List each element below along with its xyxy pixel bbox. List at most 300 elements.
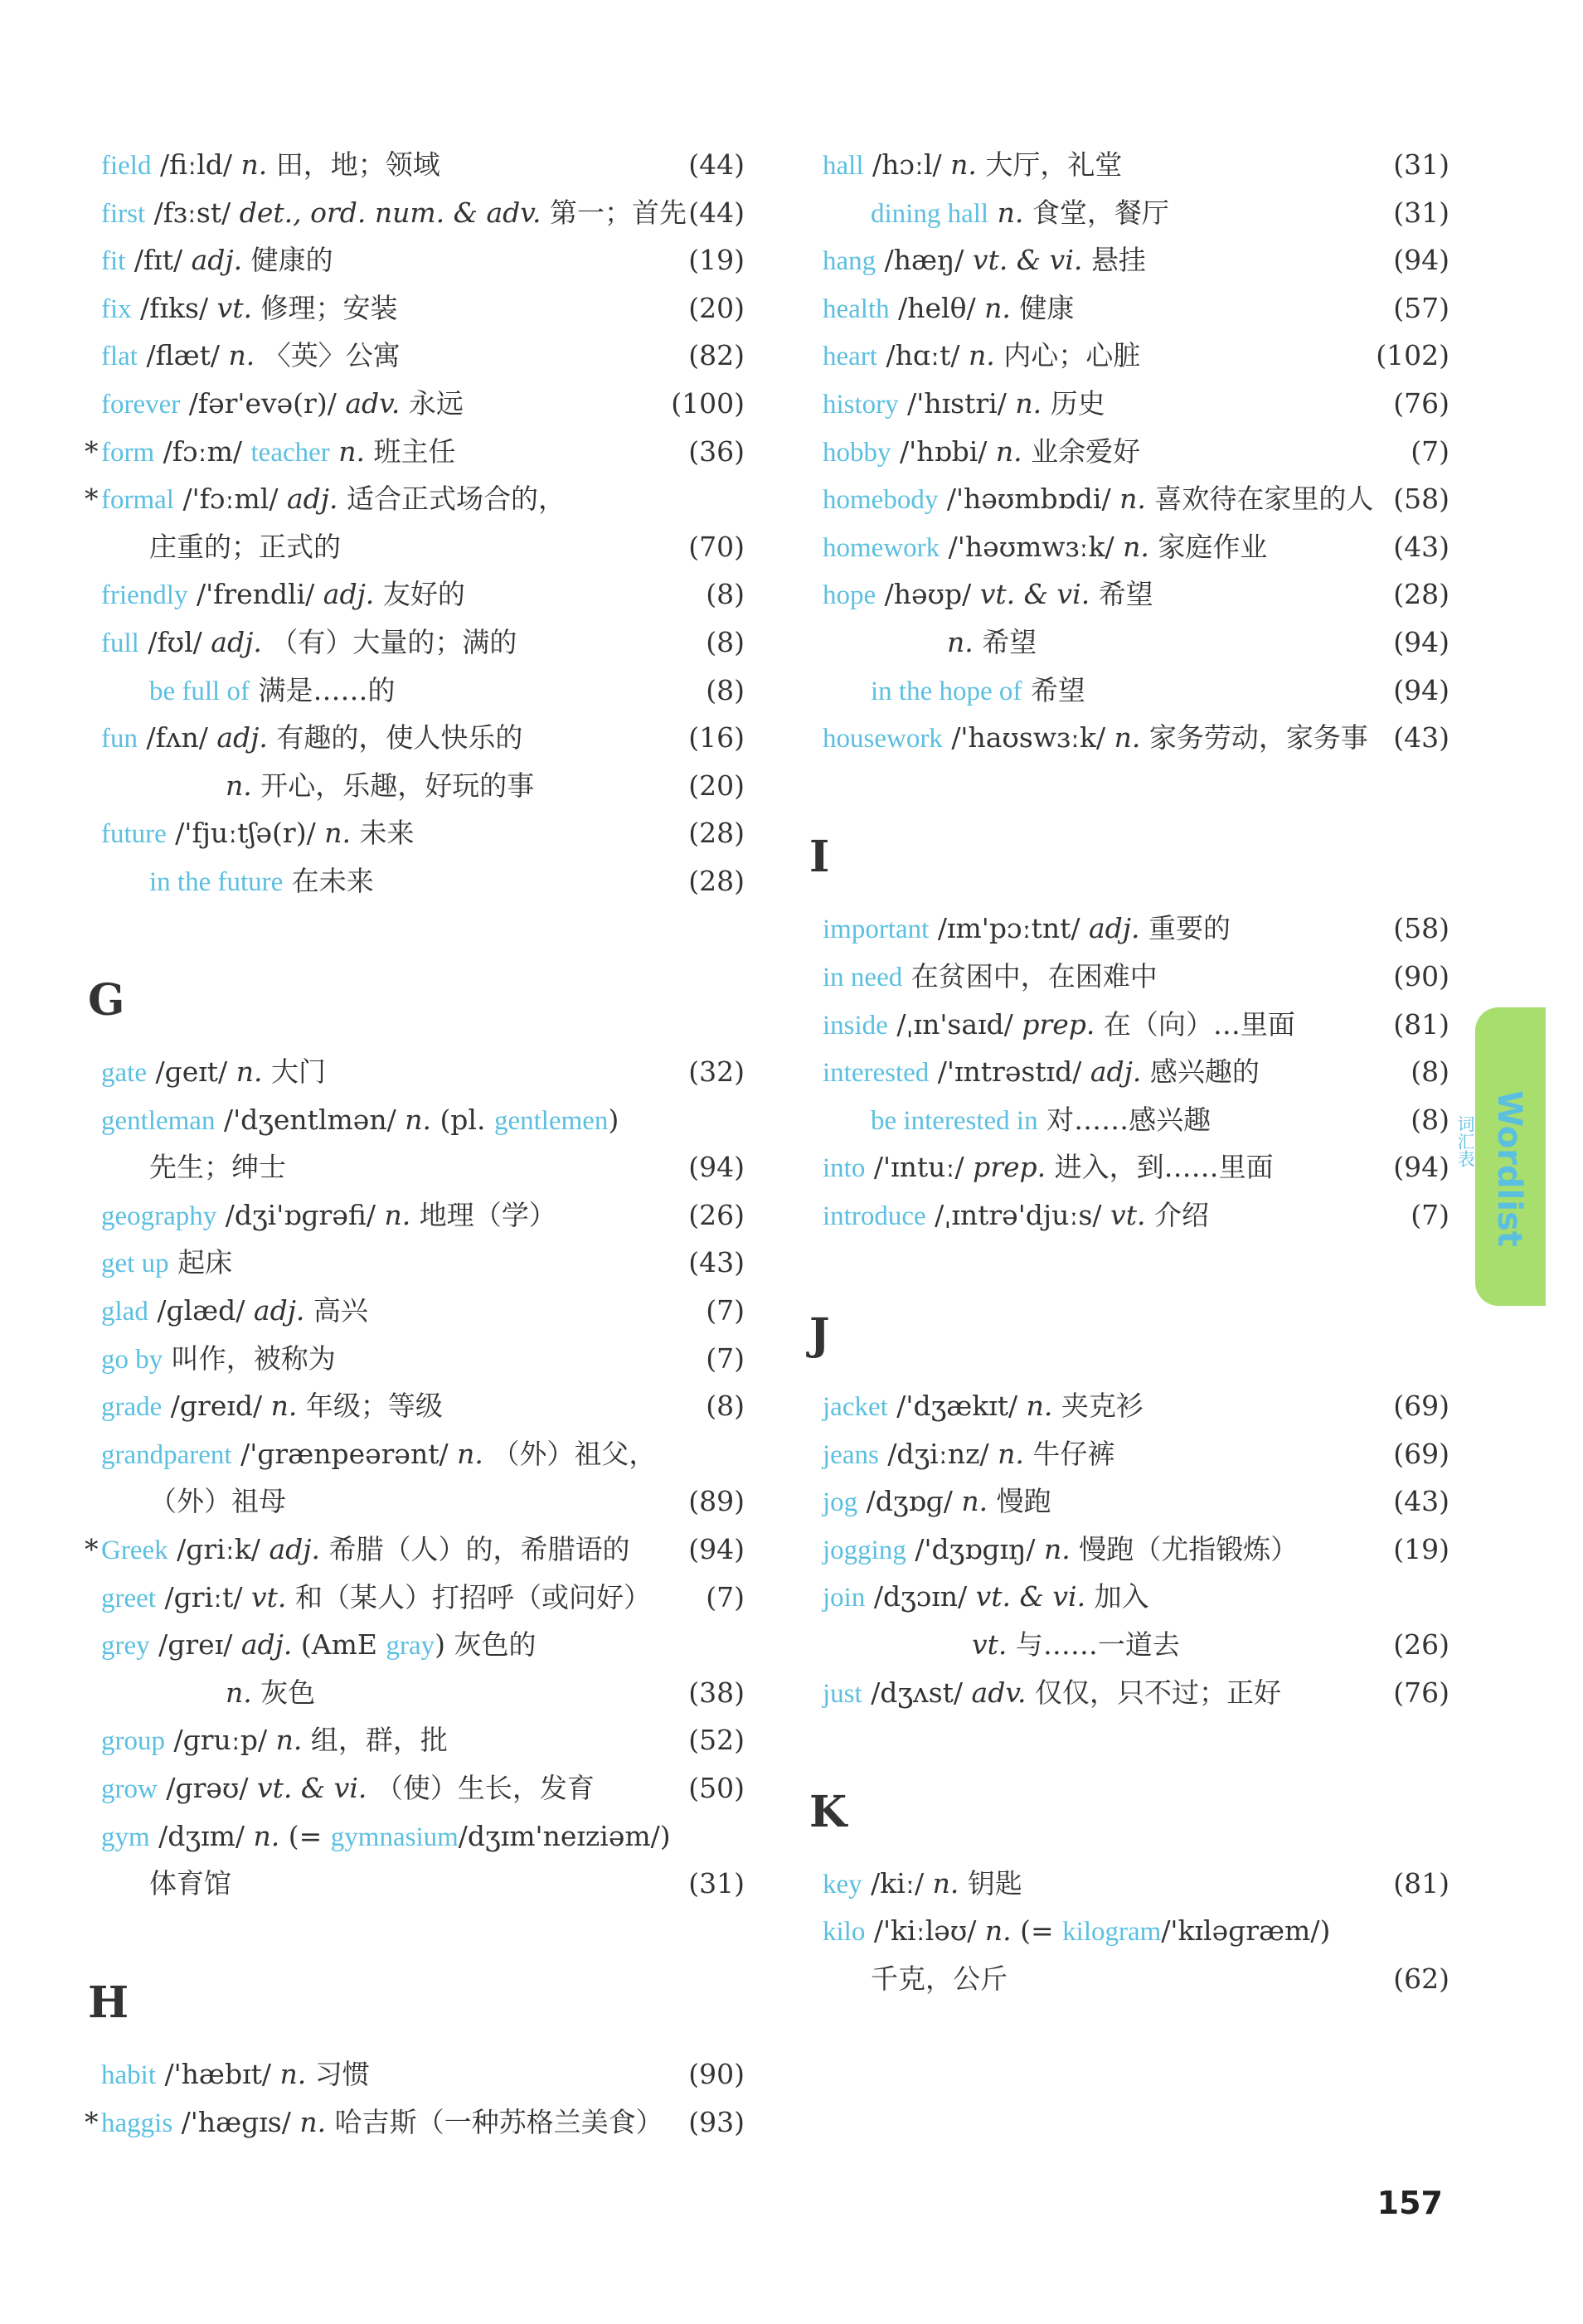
entry-headword: field [101, 151, 152, 181]
entry-definition: 永远 [408, 386, 464, 420]
entry-definition: 对……感兴趣 [1046, 1103, 1212, 1136]
entry-unit-number: (70) [688, 530, 745, 563]
entry-phonetic: /həʊp/ [884, 578, 972, 611]
entry-star-marker: * [85, 1533, 99, 1566]
wordlist-entry [85, 1716, 745, 1764]
wordlist-entry [806, 953, 1449, 1001]
entry-part-of-speech: n. [270, 1390, 298, 1423]
entry-headword: inside [823, 1010, 888, 1041]
entry-headword: form [101, 437, 155, 468]
entry-unit-number: (26) [1393, 1628, 1449, 1662]
entry-part-of-speech: n. [950, 148, 977, 181]
entry-body [149, 523, 341, 571]
entry-phonetic: /'frendli/ [196, 578, 315, 611]
entry-part-of-speech: n. [997, 196, 1024, 229]
entry-body [823, 1573, 1149, 1623]
entry-phonetic: /ˌɪn'saɪd/ [896, 1007, 1013, 1041]
entry-definition: 钥匙 [967, 1866, 1022, 1899]
entry-variant-headword: gymnasium [330, 1822, 459, 1852]
entry-part-of-speech: vt. & vi. [979, 578, 1090, 611]
entry-definition: 健康的 [250, 244, 333, 277]
entry-definition: 大门 [270, 1055, 326, 1089]
wordlist-entry [806, 570, 1449, 619]
entry-headword: important [823, 915, 930, 945]
entry-headword: gym [101, 1822, 150, 1852]
entry-headword: group [101, 1726, 165, 1757]
entry-phonetic: /'fɔːml/ [182, 483, 279, 516]
entry-definition: 进入，到……里面 [1054, 1151, 1274, 1184]
entry-phonetic: /ɡriːk/ [177, 1533, 260, 1566]
entry-phonetic: /dʒɔɪn/ [873, 1580, 968, 1613]
entry-body [823, 905, 1231, 954]
entry-phrase: be full of [149, 676, 250, 706]
entry-definition: 希望 [1098, 578, 1153, 611]
wordlist-entry [85, 141, 745, 189]
entry-part-of-speech: n. [998, 1437, 1024, 1470]
entry-unit-number: (82) [688, 339, 745, 372]
entry-definition: 重要的 [1148, 912, 1231, 945]
entry-headword: glad [101, 1297, 148, 1327]
entry-part-of-speech: vt. [1110, 1198, 1146, 1231]
entry-part-of-speech: n. [1123, 530, 1149, 563]
entry-definition: 希望 [982, 625, 1037, 658]
wordlist-entry [85, 1335, 745, 1383]
entry-unit-number: (102) [1376, 339, 1449, 372]
entry-definition: 灰色 [260, 1676, 316, 1709]
wordlist-entry [85, 1382, 745, 1430]
entry-headword: geography [101, 1201, 217, 1231]
entry-headword: jeans [823, 1439, 879, 1470]
entry-headword: hall [823, 151, 864, 181]
entry-definition: 第一；首先 [550, 196, 687, 229]
entry-unit-number: (31) [688, 1867, 745, 1900]
entry-definition: 家务劳动，家务事 [1148, 721, 1368, 754]
wordlist-entry [85, 189, 745, 237]
entry-definition: 叫作，被称为 [171, 1342, 336, 1375]
wordlist-column-right [806, 141, 1449, 2003]
entry-unit-number: (43) [1393, 1485, 1449, 1518]
entry-headword: Greek [101, 1536, 168, 1566]
entry-unit-number: (8) [706, 625, 745, 658]
entry-body [101, 714, 522, 764]
wordlist-entry [806, 1096, 1449, 1144]
wordlist-entry [806, 1048, 1449, 1096]
entry-headword: friendly [101, 580, 188, 611]
entry-phonetic: /'fjuːtʃə(r)/ [175, 817, 316, 850]
section-letter-heading: K [809, 1786, 847, 1837]
entry-body [101, 1812, 671, 1862]
entry-variant-headword: gray [386, 1631, 435, 1662]
entry-unit-number: (76) [1393, 386, 1449, 420]
entry-part-of-speech: adj. [286, 483, 338, 516]
entry-part-of-speech: adj. [191, 244, 243, 277]
wordlist-entry [85, 332, 745, 380]
entry-definition-tail: ) 灰色的 [435, 1628, 537, 1662]
entry-unit-number: (81) [1393, 1007, 1449, 1041]
entry-body [149, 1143, 286, 1191]
entry-definition-tail: /'kɪləɡræm/) [1161, 1914, 1331, 1948]
entry-unit-number: (19) [688, 244, 745, 277]
entry-part-of-speech: n. [961, 1485, 988, 1518]
entry-phonetic: /fɪks/ [140, 291, 209, 324]
entry-part-of-speech: adj. [1088, 912, 1140, 945]
entry-definition-tail: ) [608, 1103, 619, 1136]
entry-phonetic: /dʒi'ɒɡrəfi/ [225, 1198, 376, 1231]
entry-unit-number: (8) [1411, 1103, 1449, 1136]
entry-unit-number: (43) [1393, 721, 1449, 754]
entry-phonetic: /dʒiːnz/ [887, 1437, 989, 1470]
entry-part-of-speech: vt. & vi. [256, 1772, 367, 1804]
entry-definition: 组，群，批 [310, 1724, 448, 1757]
entry-definition: 喜欢待在家里的人 [1154, 483, 1374, 516]
entry-unit-number: (90) [688, 2058, 745, 2091]
entry-part-of-speech: adj. [269, 1533, 320, 1566]
entry-body [149, 857, 374, 907]
entry-phonetic: /'hæbɪt/ [164, 2058, 272, 2091]
entry-body [101, 332, 401, 381]
entry-unit-number: (28) [688, 817, 745, 850]
entry-body [823, 1477, 1051, 1527]
entry-star-marker: * [85, 2105, 99, 2138]
entry-headword: forever [101, 389, 181, 420]
entry-body [101, 619, 517, 668]
entry-definition: 友好的 [382, 578, 465, 611]
entry-definition: 大厅，礼堂 [985, 148, 1123, 181]
entry-part-of-speech: n. [299, 2105, 327, 2138]
entry-phrase: be interested in [871, 1105, 1038, 1136]
entry-definition-continued: 千克，公斤 [871, 1963, 1008, 1995]
entry-headword: haggis [101, 2108, 173, 2138]
wordlist-entry [85, 619, 745, 667]
entry-phonetic: /fʊl/ [148, 625, 202, 658]
entry-definition: （有）大量的；满的 [270, 625, 517, 658]
entry-body [947, 619, 1037, 667]
entry-phonetic: /fɜːst/ [153, 196, 231, 229]
entry-body [972, 1621, 1180, 1669]
entry-phonetic: /dʒɪm/ [158, 1819, 245, 1852]
entry-headword: key [823, 1869, 862, 1899]
entry-part-of-speech: n. [240, 148, 268, 181]
entry-phonetic: /fər'evə(r)/ [188, 386, 337, 420]
entry-unit-number: (8) [706, 578, 745, 611]
entry-phonetic: /'hɒbi/ [900, 434, 988, 468]
entry-body [226, 1669, 315, 1717]
wordlist-entry [806, 905, 1449, 953]
entry-definition: (pl. [439, 1103, 486, 1136]
wordlist-entry [85, 1526, 745, 1574]
wordlist-entry [806, 714, 1449, 762]
wordlist-entry [806, 1526, 1449, 1574]
entry-phonetic: /ɡrəʊ/ [166, 1772, 249, 1804]
entry-part-of-speech: n. [228, 339, 255, 372]
entry-body [823, 570, 1153, 620]
entry-headword: flat [101, 342, 138, 372]
entry-part-of-speech: adv. [345, 386, 401, 420]
entry-body [101, 570, 465, 620]
entry-body [823, 236, 1146, 286]
entry-star-marker: * [85, 483, 99, 516]
wordlist-entry [806, 1430, 1449, 1478]
entry-body [823, 1907, 1330, 1957]
entry-headword: homebody [823, 485, 939, 516]
entry-part-of-speech: vt. & vi. [972, 244, 1083, 277]
wordlist-tab-label: Wordlist [1490, 1090, 1528, 1247]
entry-headword: heart [823, 342, 877, 372]
section-gap [806, 1239, 1449, 1287]
wordlist-entry [85, 1191, 745, 1240]
entry-part-of-speech: vt. [972, 1628, 1008, 1662]
entry-body [871, 667, 1085, 716]
wordlist-entry [806, 1860, 1449, 1908]
entry-body [101, 1287, 368, 1337]
wordlist-entry [806, 1477, 1449, 1526]
entry-body [101, 189, 687, 239]
wordlist-entry [85, 1669, 745, 1717]
wordlist-entry [806, 523, 1449, 571]
entry-body [823, 1191, 1209, 1241]
entry-phonetic: /hɔːl/ [872, 148, 942, 181]
entry-phonetic: /fʌn/ [146, 721, 208, 754]
entry-headword-part: teacher [250, 437, 330, 468]
entry-definition: 牛仔裤 [1032, 1437, 1115, 1470]
entry-body [149, 667, 395, 716]
entry-body [101, 1096, 619, 1146]
entry-unit-number: (44) [688, 148, 745, 181]
wordlist-column-left [85, 141, 745, 2147]
entry-part-of-speech: adj. [216, 721, 268, 754]
entry-headword: join [823, 1583, 866, 1613]
entry-definition: 仅仅，只不过；正好 [1035, 1676, 1282, 1709]
entry-headword: fit [101, 246, 126, 277]
entry-headword: hobby [823, 437, 891, 468]
wordlist-entry [806, 380, 1449, 428]
entry-part-of-speech: n. [984, 291, 1011, 324]
entry-unit-number: (7) [1411, 1198, 1449, 1231]
entry-headword: housework [823, 724, 943, 754]
entry-definition: 田，地；领域 [275, 148, 440, 181]
entry-body [101, 1430, 656, 1480]
entry-definition-continued: （外）祖母 [149, 1485, 286, 1518]
entry-part-of-speech: n. [324, 817, 351, 850]
entry-phonetic: /dʒɒɡ/ [866, 1485, 953, 1518]
entry-headword: go by [101, 1344, 163, 1375]
entry-part-of-speech: adj. [323, 578, 375, 611]
entry-body [101, 1716, 448, 1766]
entry-body [823, 141, 1122, 191]
wordlist-entry [85, 1621, 745, 1669]
entry-unit-number: (32) [688, 1055, 745, 1089]
entry-unit-number: (26) [688, 1198, 745, 1231]
entry-part-of-speech: n. [384, 1198, 411, 1231]
entry-headword: future [101, 819, 167, 850]
entry-body [101, 236, 333, 286]
wordlist-entry [85, 1812, 745, 1861]
entry-unit-number: (94) [1393, 673, 1449, 706]
entry-unit-number: (58) [1393, 912, 1449, 945]
entry-variant-headword: gentlemen [493, 1105, 609, 1136]
entry-body [101, 2050, 370, 2100]
wordlist-entry [806, 1001, 1449, 1049]
entry-part-of-speech: n. [1114, 721, 1141, 754]
entry-definition: 慢跑 [996, 1485, 1051, 1518]
wordlist-entry [85, 2050, 745, 2098]
entry-body [101, 809, 414, 859]
entry-part-of-speech: adv. [971, 1676, 1027, 1709]
entry-unit-number: (50) [688, 1772, 745, 1804]
entry-headword: hope [823, 580, 876, 611]
entry-definition: 和（某人）打招呼（或问好） [294, 1580, 651, 1613]
entry-unit-number: (7) [706, 1294, 745, 1327]
wordlist-entry [806, 1621, 1449, 1669]
wordlist-entry [85, 1574, 745, 1622]
entry-definition: 在（向）…里面 [1103, 1007, 1295, 1041]
entry-unit-number: (28) [1393, 578, 1449, 611]
entry-definition: 起床 [177, 1246, 233, 1279]
entry-part-of-speech: n. [253, 1819, 280, 1852]
entry-body [101, 2098, 663, 2148]
wordlist-entry [806, 1143, 1449, 1191]
entry-unit-number: (8) [706, 1390, 745, 1423]
entry-body [101, 284, 398, 334]
entry-unit-number: (7) [706, 1342, 745, 1375]
entry-phonetic: /'hæɡɪs/ [181, 2105, 291, 2138]
wordlist-entry [85, 1239, 745, 1287]
entry-headword: full [101, 628, 139, 658]
wordlist-entry [85, 380, 745, 428]
entry-definition: 食堂，餐厅 [1032, 196, 1169, 229]
entry-phonetic: /'kiːləʊ/ [873, 1914, 977, 1948]
entry-definition: 地理（学） [419, 1198, 556, 1231]
entry-unit-number: (20) [688, 291, 745, 324]
entry-phonetic: /kiː/ [871, 1866, 925, 1899]
entry-unit-number: (31) [1393, 196, 1449, 229]
entry-unit-number: (31) [1393, 148, 1449, 181]
entry-part-of-speech: n. [279, 2058, 307, 2091]
entry-phonetic: /fɔːm/ [163, 434, 242, 468]
entry-unit-number: (69) [1393, 1390, 1449, 1423]
wordlist-entry [85, 1430, 745, 1478]
entry-part-of-speech: n. [932, 1866, 959, 1899]
entry-definition: 有趣的，使人快乐的 [276, 721, 523, 754]
entry-body [149, 1860, 231, 1908]
entry-part-of-speech: n. [984, 1914, 1012, 1948]
entry-phonetic: /'ɡrænpeərənt/ [240, 1437, 449, 1470]
entry-definition: 内心；心脏 [1003, 339, 1141, 372]
entry-body [101, 1048, 326, 1098]
entry-definition: 适合正式场合的， [346, 483, 566, 516]
entry-headword: fix [101, 294, 132, 324]
entry-phonetic: /ɡriːt/ [164, 1580, 243, 1613]
entry-unit-number: (94) [688, 1533, 745, 1566]
entry-body [101, 428, 456, 478]
entry-part-of-speech: adj. [253, 1294, 305, 1327]
entry-definition: 家庭作业 [1158, 530, 1268, 563]
entry-definition: 悬挂 [1090, 244, 1146, 277]
entry-definition: 加入 [1094, 1580, 1149, 1613]
entry-definition: 高兴 [313, 1294, 368, 1327]
entry-headword: in need [823, 962, 903, 992]
entry-part-of-speech: det., ord. num. & adv. [239, 196, 541, 229]
wordlist-entry [85, 1860, 745, 1908]
entry-headword: health [823, 294, 890, 324]
entry-headword: interested [823, 1058, 930, 1089]
entry-unit-number: (20) [688, 769, 745, 802]
section-gap [85, 1908, 745, 1956]
entry-definition: 希望 [1030, 673, 1085, 706]
entry-phonetic: /hæŋ/ [884, 244, 964, 277]
entry-phonetic: /helθ/ [898, 291, 976, 324]
entry-body [871, 1955, 1008, 2003]
entry-phonetic: /ɡreɪ/ [158, 1628, 233, 1662]
entry-unit-number: (100) [671, 386, 745, 420]
wordlist-entry [806, 1955, 1449, 2003]
entry-headword: fun [101, 724, 138, 754]
entry-unit-number: (38) [688, 1676, 745, 1709]
entry-body [823, 428, 1140, 478]
entry-body [823, 1526, 1298, 1575]
entry-unit-number: (52) [688, 1724, 745, 1757]
entry-unit-number: (69) [1393, 1437, 1449, 1470]
wordlist-entry [806, 1669, 1449, 1717]
wordlist-entry [806, 475, 1449, 523]
entry-headword: hang [823, 246, 876, 277]
entry-phonetic: /'ɪntuː/ [873, 1151, 964, 1184]
entry-part-of-speech: n. [1015, 386, 1042, 420]
entry-definition: 年级；等级 [305, 1390, 443, 1423]
entry-unit-number: (94) [1393, 625, 1449, 658]
entry-unit-number: (7) [1411, 434, 1449, 468]
wordlist-entry [806, 284, 1449, 332]
section-gap [806, 762, 1449, 810]
entry-body [101, 475, 566, 525]
entry-phonetic: /ɡeɪt/ [155, 1055, 228, 1089]
wordlist-entry [806, 619, 1449, 667]
entry-headword: just [823, 1678, 862, 1709]
wordlist-entry [85, 1477, 745, 1526]
entry-body [101, 141, 440, 191]
entry-definition: 在未来 [291, 864, 374, 897]
entry-unit-number: (57) [1393, 291, 1449, 324]
wordlist-entry [806, 1382, 1449, 1430]
wordlist-entry [806, 332, 1449, 380]
entry-headword: introduce [823, 1201, 926, 1231]
entry-headword: greet [101, 1583, 156, 1613]
section-letter-heading: H [88, 1977, 129, 2029]
entry-unit-number: (8) [1411, 1055, 1449, 1089]
entry-body [149, 1477, 286, 1526]
wordlist-entry [85, 857, 745, 905]
entry-phonetic: /'hɪstri/ [907, 386, 1007, 420]
entry-definition: 未来 [359, 817, 415, 850]
entry-body [101, 1621, 537, 1671]
wordlist-entry [85, 523, 745, 571]
entry-part-of-speech: prep. [973, 1151, 1046, 1184]
entry-unit-number: (89) [688, 1485, 745, 1518]
entry-headword: habit [101, 2060, 156, 2091]
entry-part-of-speech: n. [405, 1103, 431, 1136]
entry-body [101, 1239, 232, 1288]
entry-phrase: in the hope of [871, 676, 1022, 706]
entry-body [101, 1382, 443, 1432]
entry-definition: 希腊（人）的，希腊语的 [328, 1533, 630, 1566]
entry-unit-number: (58) [1393, 483, 1449, 516]
entry-phonetic: /ɡlæd/ [157, 1294, 245, 1327]
wordlist-tab-cn-label: 词汇表 [1455, 1115, 1475, 1167]
section-gap [806, 1716, 1449, 1764]
wordlist-entry [806, 141, 1449, 189]
entry-body [823, 1143, 1274, 1193]
entry-body [101, 1526, 629, 1575]
